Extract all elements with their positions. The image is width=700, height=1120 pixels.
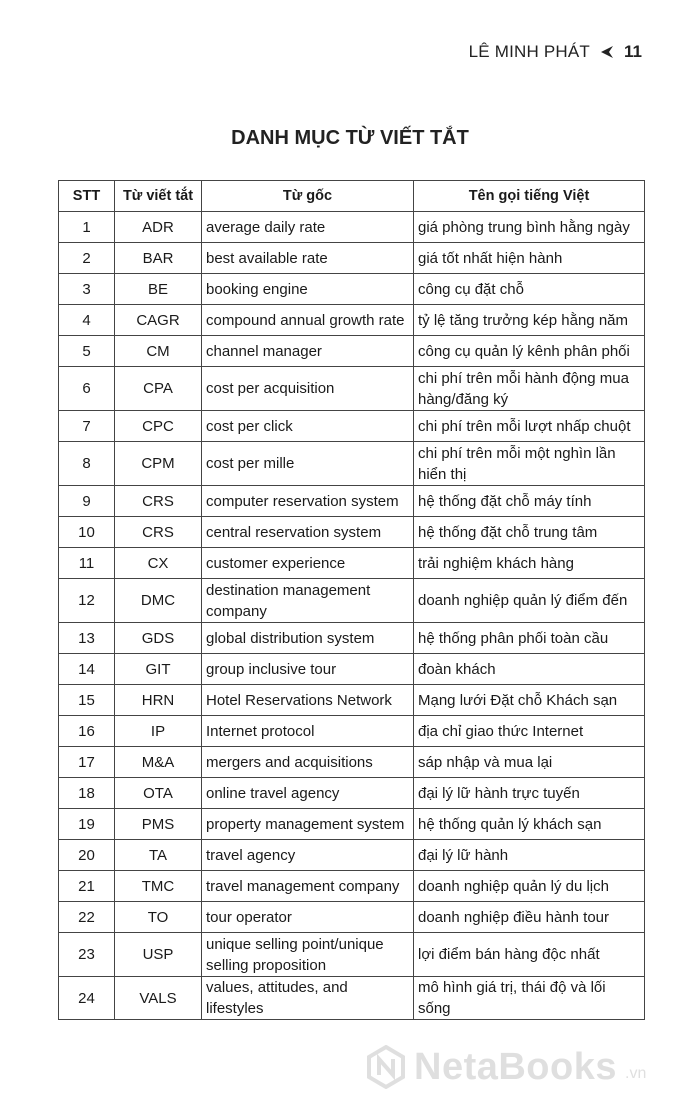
cell-abbreviation: CPM [115,442,202,486]
cell-abbreviation: DMC [115,579,202,623]
cell-original-term: unique selling point/unique selling proposition [202,933,414,977]
table-row [59,977,645,1020]
cell-original-term: central reservation system [202,517,414,548]
cell-stt: 11 [59,548,115,579]
cell-stt: 18 [59,778,115,809]
cell-original-term: online travel agency [202,778,414,809]
table-row [59,809,645,840]
cell-abbreviation: CAGR [115,305,202,336]
cell-original-term: property management system [202,809,414,840]
cell-abbreviation: CPA [115,367,202,411]
cell-vietnamese-term: hệ thống đặt chỗ máy tính [414,486,645,517]
column-header-abbr: Từ viết tắt [115,181,202,212]
cell-original-term: booking engine [202,274,414,305]
table-row [59,902,645,933]
cell-stt: 10 [59,517,115,548]
table-row [59,548,645,579]
watermark-text: NetaBooks [414,1045,617,1088]
page-number: 11 [624,42,642,61]
cell-abbreviation: GIT [115,654,202,685]
table-row [59,411,645,442]
table-row [59,517,645,548]
cell-abbreviation: USP [115,933,202,977]
table-row [59,871,645,902]
cell-vietnamese-term: hệ thống quản lý khách sạn [414,809,645,840]
cell-stt: 17 [59,747,115,778]
table-row [59,274,645,305]
cell-stt: 15 [59,685,115,716]
cell-stt: 4 [59,305,115,336]
cell-vietnamese-term: doanh nghiệp quản lý du lịch [414,871,645,902]
cell-stt: 8 [59,442,115,486]
table-row [59,336,645,367]
cell-vietnamese-term: hệ thống phân phối toàn cầu [414,623,645,654]
abbreviations-table [58,180,645,1020]
cell-original-term: customer experience [202,548,414,579]
cell-abbreviation: M&A [115,747,202,778]
cell-stt: 3 [59,274,115,305]
running-header [469,42,642,62]
cell-original-term: group inclusive tour [202,654,414,685]
cell-original-term: cost per mille [202,442,414,486]
page-title: DANH MỤC TỪ VIẾT TẮT [231,127,469,149]
cell-abbreviation: CRS [115,486,202,517]
cell-vietnamese-term: lợi điểm bán hàng độc nhất [414,933,645,977]
cell-vietnamese-term: công cụ quản lý kênh phân phối [414,336,645,367]
cell-stt: 20 [59,840,115,871]
cell-vietnamese-term: giá phòng trung bình hằng ngày [414,212,645,243]
table-header-row [59,181,645,212]
cell-original-term: cost per click [202,411,414,442]
cell-original-term: tour operator [202,902,414,933]
cell-original-term: Hotel Reservations Network [202,685,414,716]
cell-stt: 7 [59,411,115,442]
cell-abbreviation: GDS [115,623,202,654]
table-row [59,486,645,517]
cell-vietnamese-term: hệ thống đặt chỗ trung tâm [414,517,645,548]
cell-original-term: mergers and acquisitions [202,747,414,778]
cell-original-term: computer reservation system [202,486,414,517]
cell-abbreviation: TO [115,902,202,933]
cell-stt: 21 [59,871,115,902]
table-row [59,933,645,977]
table-row [59,654,645,685]
arrow-left-icon [600,45,614,59]
cell-abbreviation: HRN [115,685,202,716]
cell-abbreviation: TMC [115,871,202,902]
cell-vietnamese-term: chi phí trên mỗi một nghìn lần hiển thị [414,442,645,486]
cell-stt: 24 [59,977,115,1020]
cell-vietnamese-term: chi phí trên mỗi lượt nhấp chuột [414,411,645,442]
table-row [59,716,645,747]
cell-original-term: Internet protocol [202,716,414,747]
table-row [59,243,645,274]
cell-original-term: average daily rate [202,212,414,243]
cell-stt: 13 [59,623,115,654]
table-row [59,367,645,411]
cell-vietnamese-term: Mạng lưới Đặt chỗ Khách sạn [414,685,645,716]
cell-abbreviation: OTA [115,778,202,809]
table-row [59,442,645,486]
cell-stt: 2 [59,243,115,274]
column-header-stt: STT [59,181,115,212]
cell-original-term: compound annual growth rate [202,305,414,336]
cell-original-term: global distribution system [202,623,414,654]
author-name: LÊ MINH PHÁT [468,42,591,61]
cell-stt: 9 [59,486,115,517]
cell-vietnamese-term: đại lý lữ hành [414,840,645,871]
cell-stt: 19 [59,809,115,840]
cell-original-term: best available rate [202,243,414,274]
table-row [59,840,645,871]
cell-abbreviation: BE [115,274,202,305]
cell-abbreviation: CPC [115,411,202,442]
cell-original-term: travel agency [202,840,414,871]
table-row [59,778,645,809]
table-row [59,685,645,716]
cell-stt: 22 [59,902,115,933]
table-row [59,747,645,778]
cell-abbreviation: CRS [115,517,202,548]
cell-vietnamese-term: mô hình giá trị, thái độ và lối sống [414,977,645,1020]
cell-abbreviation: BAR [115,243,202,274]
cell-vietnamese-term: chi phí trên mỗi hành động mua hàng/đăng ký [414,367,645,411]
cell-stt: 6 [59,367,115,411]
cell-stt: 16 [59,716,115,747]
cell-abbreviation: CX [115,548,202,579]
cell-vietnamese-term: doanh nghiệp quản lý điểm đến [414,579,645,623]
cell-stt: 12 [59,579,115,623]
column-header-orig: Từ gốc [202,181,414,212]
table-row [59,305,645,336]
cell-abbreviation: IP [115,716,202,747]
cell-stt: 23 [59,933,115,977]
cell-abbreviation: TA [115,840,202,871]
cell-vietnamese-term: công cụ đặt chỗ [414,274,645,305]
cell-original-term: destination management company [202,579,414,623]
cell-vietnamese-term: địa chỉ giao thức Internet [414,716,645,747]
cell-original-term: cost per acquisition [202,367,414,411]
cell-vietnamese-term: đại lý lữ hành trực tuyến [414,778,645,809]
table-row [59,579,645,623]
cell-vietnamese-term: doanh nghiệp điều hành tour [414,902,645,933]
table-row [59,623,645,654]
cell-abbreviation: VALS [115,977,202,1020]
netabooks-logo-icon [366,1045,406,1089]
watermark [366,1045,646,1089]
cell-abbreviation: ADR [115,212,202,243]
cell-original-term: values, attitudes, and lifestyles [202,977,414,1020]
cell-vietnamese-term: tỷ lệ tăng trưởng kép hằng năm [414,305,645,336]
cell-original-term: channel manager [202,336,414,367]
column-header-viet: Tên gọi tiếng Việt [414,181,645,212]
cell-vietnamese-term: trải nghiệm khách hàng [414,548,645,579]
cell-stt: 5 [59,336,115,367]
cell-vietnamese-term: đoàn khách [414,654,645,685]
cell-abbreviation: PMS [115,809,202,840]
cell-stt: 14 [59,654,115,685]
cell-vietnamese-term: sáp nhập và mua lại [414,747,645,778]
cell-abbreviation: CM [115,336,202,367]
watermark-suffix: .vn [625,1065,647,1082]
cell-stt: 1 [59,212,115,243]
table-row [59,212,645,243]
cell-original-term: travel management company [202,871,414,902]
cell-vietnamese-term: giá tốt nhất hiện hành [414,243,645,274]
